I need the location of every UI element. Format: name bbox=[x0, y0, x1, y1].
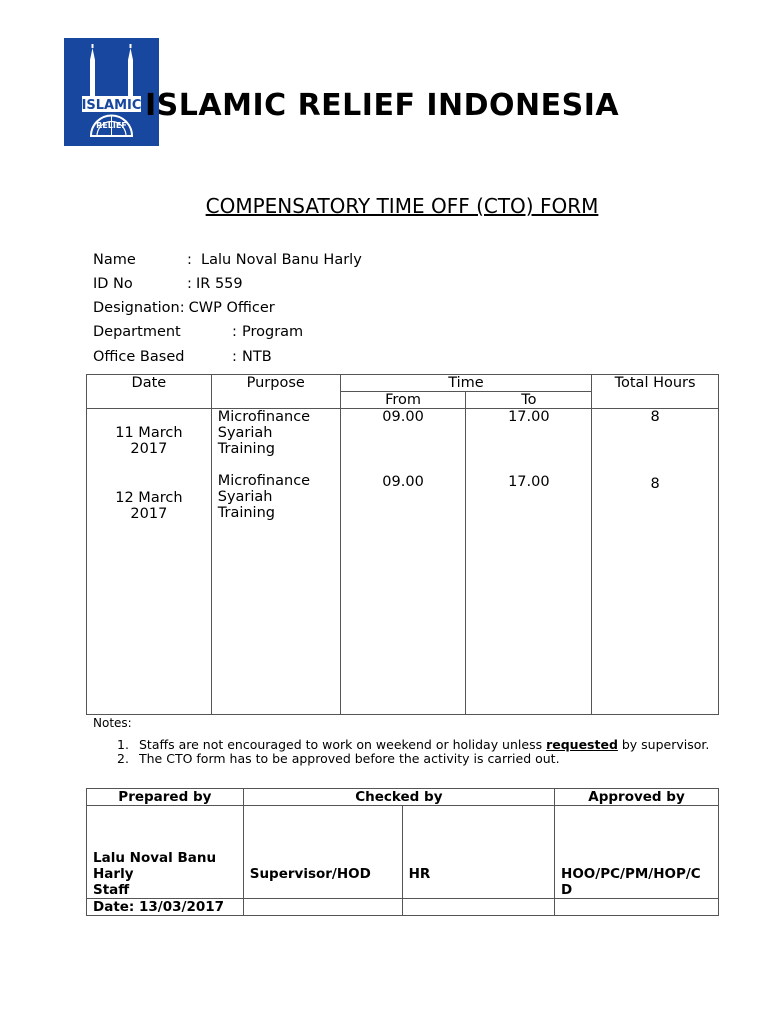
designation-label: Designation bbox=[93, 300, 180, 316]
header-from: From bbox=[340, 392, 466, 409]
preparer-name-line2: Harly bbox=[93, 866, 134, 882]
note-emphasis: requested bbox=[546, 737, 618, 752]
header-time: Time bbox=[340, 375, 592, 392]
preparer-cell bbox=[87, 806, 244, 899]
note-text: Staffs are not encouraged to work on weekend or holiday unless bbox=[139, 737, 547, 752]
empty-cell bbox=[555, 899, 719, 916]
approved-by-header: Approved by bbox=[555, 789, 719, 806]
header-to: To bbox=[466, 392, 592, 409]
row1-date-line1: 11 March bbox=[115, 425, 183, 441]
employee-office-row bbox=[93, 349, 272, 365]
signoff-table bbox=[86, 788, 719, 916]
office-label: Office Based bbox=[93, 349, 185, 365]
id-label: ID No bbox=[93, 276, 133, 292]
designation-value: CWP Officer bbox=[188, 300, 275, 316]
approver-label-line2: D bbox=[561, 882, 573, 898]
approver-cell bbox=[555, 806, 719, 899]
note-number: 1. bbox=[117, 737, 129, 752]
row1-date-line2: 2017 bbox=[130, 441, 168, 457]
cto-time-table bbox=[86, 374, 719, 715]
row2-total: 8 bbox=[650, 476, 660, 492]
svg-text:ISLAMIC: ISLAMIC bbox=[81, 98, 142, 113]
name-value: Lalu Noval Banu Harly bbox=[201, 252, 362, 268]
row2-purpose-line2: Syariah bbox=[217, 489, 273, 505]
employee-department-row bbox=[93, 324, 303, 340]
approver-label-line1: HOO/PC/PM/HOP/C bbox=[561, 866, 701, 882]
row2-to: 17.00 bbox=[508, 474, 550, 490]
hr-label: HR bbox=[408, 866, 431, 882]
office-value: NTB bbox=[242, 349, 272, 365]
supervisor-label: Supervisor/HOD bbox=[249, 866, 371, 882]
checked-by-header: Checked by bbox=[243, 789, 554, 806]
row1-purpose-line1: Microfinance bbox=[217, 409, 311, 425]
organization-name: ISLAMIC RELIEF INDONESIA bbox=[145, 88, 620, 123]
row1-purpose-line3: Training bbox=[217, 441, 275, 457]
form-title: COMPENSATORY TIME OFF (CTO) FORM bbox=[205, 194, 599, 218]
note-item bbox=[117, 738, 710, 752]
empty-cell bbox=[243, 899, 402, 916]
note-item bbox=[117, 752, 710, 766]
note-text: The CTO form has to be approved before the activity is carried out. bbox=[139, 751, 560, 766]
row2-purpose-line3: Training bbox=[217, 505, 275, 521]
date-cell: Date: 13/03/2017 bbox=[87, 899, 244, 916]
office-separator: : bbox=[232, 349, 237, 365]
id-value: IR 559 bbox=[196, 276, 243, 292]
row1-to: 17.00 bbox=[508, 409, 550, 425]
supervisor-cell bbox=[243, 806, 402, 899]
department-label: Department bbox=[93, 324, 181, 340]
notes-list bbox=[117, 738, 710, 766]
header-date: Date bbox=[87, 375, 212, 409]
row2-date-line1: 12 March bbox=[115, 490, 183, 506]
designation-separator: : bbox=[179, 300, 185, 316]
preparer-name-line1: Lalu Noval Banu bbox=[93, 850, 217, 866]
employee-id-row bbox=[93, 276, 243, 292]
row1-purpose-line2: Syariah bbox=[217, 425, 273, 441]
preparer-position: Staff bbox=[93, 882, 130, 898]
notes-title: Notes: bbox=[93, 716, 132, 730]
name-separator: : bbox=[187, 252, 192, 268]
svg-text:RELIEF: RELIEF bbox=[96, 121, 127, 130]
name-label: Name bbox=[93, 252, 136, 268]
table-row bbox=[87, 409, 719, 715]
row1-from: 09.00 bbox=[382, 409, 424, 425]
note-number: 2. bbox=[117, 751, 129, 766]
employee-designation-row bbox=[93, 300, 275, 316]
header-purpose: Purpose bbox=[211, 375, 340, 409]
header-total-hours: Total Hours bbox=[592, 375, 719, 409]
id-separator: : bbox=[187, 276, 192, 292]
row1-total: 8 bbox=[650, 409, 660, 425]
note-text: by supervisor. bbox=[617, 737, 710, 752]
department-separator: : bbox=[232, 324, 237, 340]
hr-cell bbox=[402, 806, 554, 899]
empty-cell bbox=[402, 899, 554, 916]
employee-name-row bbox=[93, 252, 362, 268]
row2-from: 09.00 bbox=[382, 474, 424, 490]
prepared-by-header: Prepared by bbox=[87, 789, 244, 806]
row2-purpose-line1: Microfinance bbox=[217, 473, 311, 489]
department-value: Program bbox=[242, 324, 304, 340]
row2-date-line2: 2017 bbox=[130, 506, 168, 522]
